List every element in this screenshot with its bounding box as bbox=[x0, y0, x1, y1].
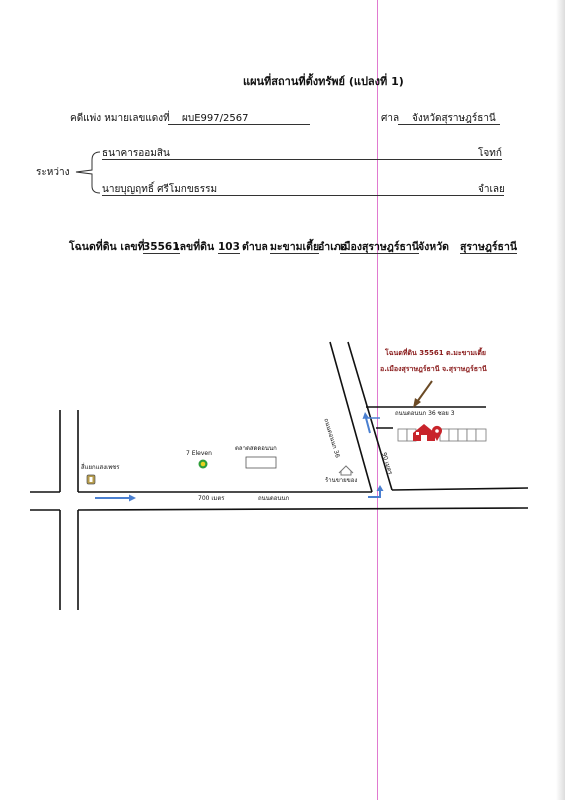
bracket bbox=[76, 152, 100, 193]
seven-eleven-icon bbox=[199, 460, 208, 469]
road36-label: ถนนดอนนก 36 bbox=[322, 417, 341, 459]
lot bbox=[476, 429, 486, 441]
land-number: 103 bbox=[218, 241, 240, 253]
market-label: ตลาดสดดอนนก bbox=[235, 445, 277, 452]
page-title: แผนที่สถานที่ตั้งทรัพย์ (แปลงที่ 1) bbox=[243, 75, 404, 88]
land-label: เลขที่ดิน bbox=[176, 241, 215, 253]
seven-eleven-label: 7 Eleven bbox=[186, 450, 212, 457]
direction-arrow-main-icon bbox=[95, 495, 136, 502]
plaintiff-role: โจทก์ bbox=[478, 148, 502, 159]
callout-line-1: โฉนดที่ดิน 35561 ต.มะขามเตี้ย bbox=[385, 349, 486, 357]
distance-90m-label: 90 เมตร bbox=[380, 451, 394, 476]
roads bbox=[30, 342, 528, 610]
tambon-name: มะขามเตี้ย bbox=[270, 241, 320, 253]
deed-number: 35561 bbox=[143, 241, 180, 253]
lot bbox=[467, 429, 476, 441]
province-label: จังหวัด bbox=[418, 241, 449, 253]
amphoe-label: อำเภอ bbox=[318, 241, 348, 253]
court-label: ศาล bbox=[381, 113, 400, 124]
amphoe-name: เมืองสุราษฎร์ธานี bbox=[340, 241, 419, 253]
deed-label: โฉนดที่ดิน เลขที่ bbox=[69, 241, 145, 253]
main-road-label: ถนนดอนนก bbox=[258, 495, 290, 502]
shop-label: ร้านขายของ bbox=[325, 477, 358, 484]
tambon-label: ตำบล bbox=[242, 241, 268, 253]
market-building-icon bbox=[246, 457, 276, 468]
junction-label: สี่แยกแสงเพชร bbox=[81, 464, 120, 471]
case-number: ผบE997/2567 bbox=[168, 114, 310, 125]
province-name: สุราษฎร์ธานี bbox=[460, 241, 518, 253]
lot bbox=[458, 429, 467, 441]
house-icon bbox=[413, 424, 435, 441]
lot bbox=[449, 429, 458, 441]
shop-icon bbox=[339, 466, 353, 475]
defendant-name: นายบุญฤทธิ์ ศรีโมกขธรรม bbox=[102, 185, 504, 196]
court-name: จังหวัดสุราษฎร์ธานี bbox=[398, 114, 500, 125]
between-label: ระหว่าง bbox=[36, 167, 70, 178]
distance-700m-label: 700 เมตร bbox=[198, 495, 225, 502]
junction-marker-icon bbox=[87, 475, 95, 484]
callout-arrow-icon bbox=[413, 381, 432, 408]
main-road-east-north-edge bbox=[392, 488, 528, 490]
case-label: คดีแพ่ง หมายเลขแดงที่ bbox=[70, 113, 170, 124]
defendant-role: จำเลย bbox=[478, 184, 505, 195]
plaintiff-name: ธนาคารออมสิน bbox=[102, 149, 502, 160]
main-road-south-edge bbox=[78, 508, 528, 510]
callout-line-2: อ.เมืองสุราษฎร์ธานี จ.สุราษฎร์ธานี bbox=[380, 365, 487, 373]
lot bbox=[398, 429, 407, 441]
soi3-label: ถนนดอนนก 36 ซอย 3 bbox=[395, 410, 455, 417]
